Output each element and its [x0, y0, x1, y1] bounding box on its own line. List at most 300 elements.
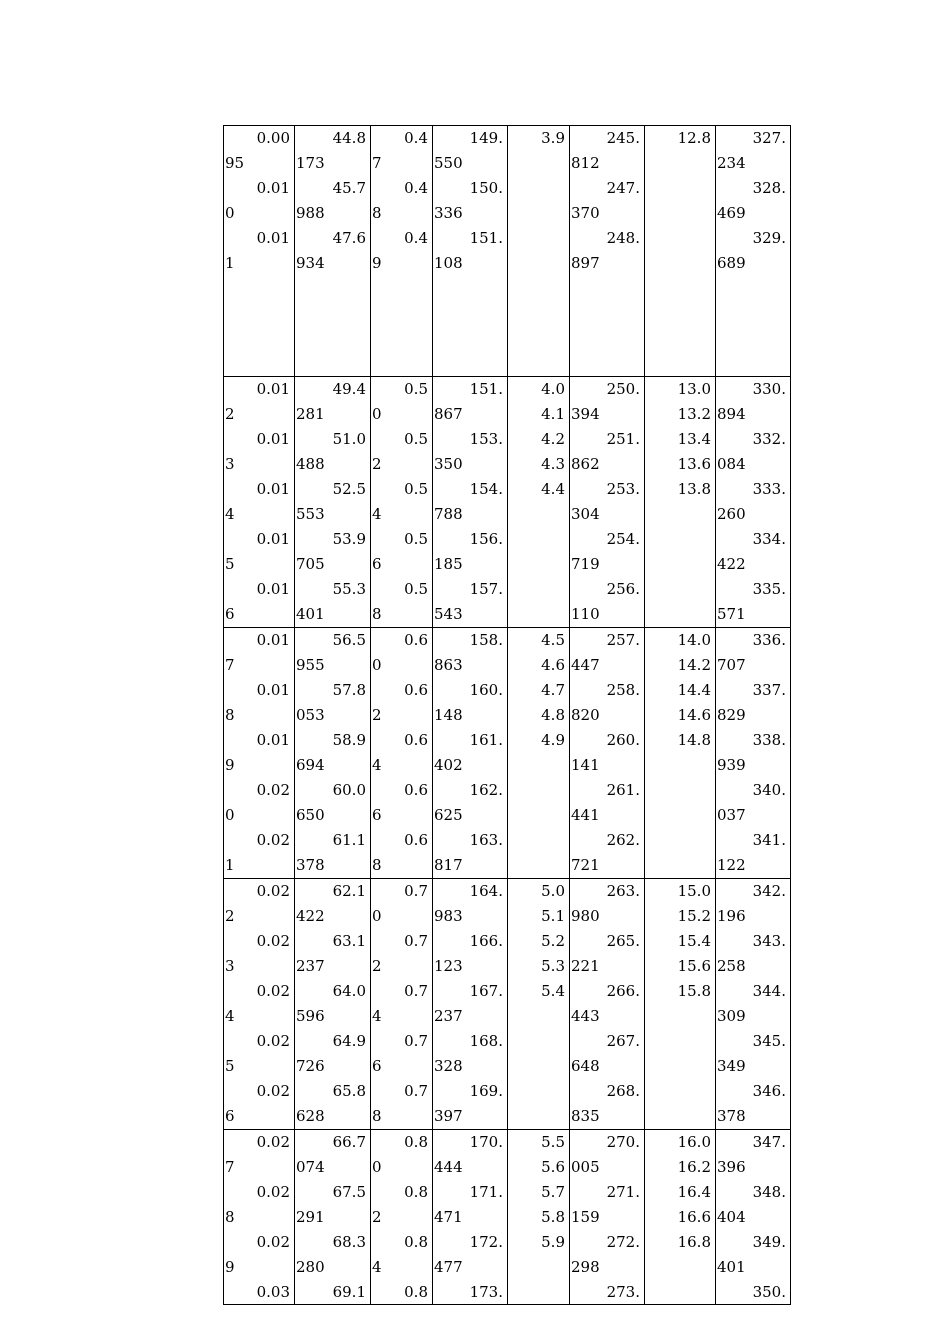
cell-value: 67.5	[332, 1183, 366, 1201]
cell-value: 5.5	[541, 1133, 565, 1151]
cell-value: 543	[434, 605, 463, 623]
cell-value: 719	[571, 555, 600, 573]
cell-value: 0	[372, 656, 382, 674]
cell-value: 64.9	[332, 1032, 366, 1050]
table-cell	[295, 879, 371, 1130]
table-cell	[224, 126, 295, 377]
cell-value: 0.01	[256, 631, 290, 649]
cell-value: 5	[225, 1057, 235, 1075]
cell-value: 335.	[752, 580, 786, 598]
cell-value: 053	[296, 706, 325, 724]
table-cell	[295, 126, 371, 377]
cell-value: 037	[717, 806, 746, 824]
cell-value: 328	[434, 1057, 463, 1075]
cell-value: 166.	[469, 932, 503, 950]
cell-value: 812	[571, 154, 600, 172]
cell-value: 9	[372, 254, 382, 272]
cell-value: 266.	[606, 982, 640, 1000]
cell-value: 707	[717, 656, 746, 674]
cell-value: 234	[717, 154, 746, 172]
cell-value: 5.7	[541, 1183, 565, 1201]
cell-value: 4.9	[541, 731, 565, 749]
cell-value: 5.2	[541, 932, 565, 950]
cell-value: 0.8	[404, 1183, 428, 1201]
cell-value: 345.	[752, 1032, 786, 1050]
cell-value: 330.	[752, 380, 786, 398]
cell-value: 7	[225, 1158, 235, 1176]
cell-value: 170.	[469, 1133, 503, 1151]
cell-value: 0.01	[256, 179, 290, 197]
cell-value: 122	[717, 856, 746, 874]
cell-value: 171.	[469, 1183, 503, 1201]
cell-value: 62.1	[332, 882, 366, 900]
cell-value: 939	[717, 756, 746, 774]
cell-value: 3	[225, 957, 235, 975]
cell-value: 14.6	[677, 706, 711, 724]
cell-value: 934	[296, 254, 325, 272]
cell-value: 402	[434, 756, 463, 774]
cell-value: 829	[717, 706, 746, 724]
data-table	[223, 125, 791, 1305]
cell-value: 628	[296, 1107, 325, 1125]
cell-value: 0.6	[404, 731, 428, 749]
cell-value: 983	[434, 907, 463, 925]
cell-value: 0.5	[404, 580, 428, 598]
table-cell	[433, 377, 508, 628]
cell-value: 0.7	[404, 982, 428, 1000]
cell-value: 151.	[469, 229, 503, 247]
cell-value: 343.	[752, 932, 786, 950]
cell-value: 14.8	[677, 731, 711, 749]
cell-value: 341.	[752, 831, 786, 849]
cell-value: 95	[225, 154, 245, 172]
cell-value: 265.	[606, 932, 640, 950]
cell-value: 5	[225, 555, 235, 573]
table-cell	[371, 879, 433, 1130]
table-cell	[716, 628, 791, 879]
cell-value: 4.7	[541, 681, 565, 699]
cell-value: 69.1	[332, 1283, 366, 1301]
cell-value: 1	[225, 254, 235, 272]
table-cell	[371, 377, 433, 628]
cell-value: 8	[372, 204, 382, 222]
cell-value: 469	[717, 204, 746, 222]
cell-value: 251.	[606, 430, 640, 448]
cell-value: 15.0	[677, 882, 711, 900]
cell-value: 196	[717, 907, 746, 925]
cell-value: 6	[372, 555, 382, 573]
table-cell	[570, 126, 645, 377]
cell-value: 3.9	[541, 129, 565, 147]
cell-value: 253.	[606, 480, 640, 498]
table-cell	[371, 628, 433, 879]
table-cell	[224, 1130, 295, 1305]
cell-value: 0.8	[404, 1283, 428, 1301]
cell-value: 820	[571, 706, 600, 724]
table-cell	[645, 1130, 716, 1305]
cell-value: 404	[717, 1208, 746, 1226]
table-cell	[224, 377, 295, 628]
table-cell	[570, 879, 645, 1130]
cell-value: 084	[717, 455, 746, 473]
cell-value: 298	[571, 1258, 600, 1276]
table-cell	[508, 1130, 570, 1305]
cell-value: 9	[225, 756, 235, 774]
cell-value: 0.00	[256, 129, 290, 147]
cell-value: 185	[434, 555, 463, 573]
cell-value: 401	[717, 1258, 746, 1276]
cell-value: 378	[296, 856, 325, 874]
cell-value: 13.6	[677, 455, 711, 473]
cell-value: 340.	[752, 781, 786, 799]
cell-value: 0.5	[404, 480, 428, 498]
cell-value: 154.	[469, 480, 503, 498]
cell-value: 342.	[752, 882, 786, 900]
cell-value: 336	[434, 204, 463, 222]
cell-value: 5.1	[541, 907, 565, 925]
cell-value: 0.02	[256, 831, 290, 849]
cell-value: 337.	[752, 681, 786, 699]
cell-value: 397	[434, 1107, 463, 1125]
cell-value: 705	[296, 555, 325, 573]
cell-value: 0.02	[256, 932, 290, 950]
cell-value: 169.	[469, 1082, 503, 1100]
cell-value: 13.8	[677, 480, 711, 498]
cell-value: 163.	[469, 831, 503, 849]
cell-value: 346.	[752, 1082, 786, 1100]
cell-value: 9	[225, 1258, 235, 1276]
cell-value: 0.7	[404, 1082, 428, 1100]
cell-value: 334.	[752, 530, 786, 548]
cell-value: 123	[434, 957, 463, 975]
table-row-group	[224, 126, 791, 377]
cell-value: 6	[372, 806, 382, 824]
cell-value: 835	[571, 1107, 600, 1125]
cell-value: 281	[296, 405, 325, 423]
table-cell	[508, 126, 570, 377]
cell-value: 336.	[752, 631, 786, 649]
cell-value: 162.	[469, 781, 503, 799]
cell-value: 553	[296, 505, 325, 523]
cell-value: 262.	[606, 831, 640, 849]
table-cell	[433, 628, 508, 879]
table-row-group	[224, 879, 791, 1130]
cell-value: 0.02	[256, 1133, 290, 1151]
cell-value: 488	[296, 455, 325, 473]
cell-value: 0.01	[256, 731, 290, 749]
cell-value: 108	[434, 254, 463, 272]
cell-value: 245.	[606, 129, 640, 147]
cell-value: 7	[225, 656, 235, 674]
cell-value: 788	[434, 505, 463, 523]
cell-value: 270.	[606, 1133, 640, 1151]
cell-value: 2	[372, 706, 382, 724]
cell-value: 443	[571, 1007, 600, 1025]
cell-value: 263.	[606, 882, 640, 900]
cell-value: 237	[296, 957, 325, 975]
cell-value: 4.2	[541, 430, 565, 448]
cell-value: 309	[717, 1007, 746, 1025]
cell-value: 257.	[606, 631, 640, 649]
cell-value: 350.	[752, 1283, 786, 1301]
cell-value: 2	[372, 957, 382, 975]
cell-value: 65.8	[332, 1082, 366, 1100]
cell-value: 370	[571, 204, 600, 222]
cell-value: 2	[225, 405, 235, 423]
cell-value: 005	[571, 1158, 600, 1176]
cell-value: 167.	[469, 982, 503, 1000]
cell-value: 272.	[606, 1233, 640, 1251]
cell-value: 267.	[606, 1032, 640, 1050]
cell-value: 4.5	[541, 631, 565, 649]
table-cell	[645, 126, 716, 377]
cell-value: 471	[434, 1208, 463, 1226]
cell-value: 271.	[606, 1183, 640, 1201]
cell-value: 422	[296, 907, 325, 925]
cell-value: 7	[372, 154, 382, 172]
cell-value: 0.8	[404, 1233, 428, 1251]
cell-value: 817	[434, 856, 463, 874]
table-cell	[645, 377, 716, 628]
table-cell	[295, 1130, 371, 1305]
table-cell	[295, 628, 371, 879]
cell-value: 256.	[606, 580, 640, 598]
cell-value: 153.	[469, 430, 503, 448]
cell-value: 172.	[469, 1233, 503, 1251]
cell-value: 4.0	[541, 380, 565, 398]
cell-value: 173.	[469, 1283, 503, 1301]
cell-value: 5.9	[541, 1233, 565, 1251]
cell-value: 329.	[752, 229, 786, 247]
table-cell	[570, 377, 645, 628]
cell-value: 15.6	[677, 957, 711, 975]
table-cell	[433, 126, 508, 377]
table-cell	[508, 879, 570, 1130]
cell-value: 250.	[606, 380, 640, 398]
cell-value: 0	[372, 405, 382, 423]
cell-value: 350	[434, 455, 463, 473]
cell-value: 291	[296, 1208, 325, 1226]
table-cell	[433, 879, 508, 1130]
cell-value: 68.3	[332, 1233, 366, 1251]
cell-value: 648	[571, 1057, 600, 1075]
table-cell	[371, 126, 433, 377]
cell-value: 0.02	[256, 1032, 290, 1050]
cell-value: 268.	[606, 1082, 640, 1100]
cell-value: 863	[434, 656, 463, 674]
table-cell	[570, 628, 645, 879]
cell-value: 15.2	[677, 907, 711, 925]
cell-value: 49.4	[332, 380, 366, 398]
cell-value: 0.01	[256, 380, 290, 398]
cell-value: 867	[434, 405, 463, 423]
cell-value: 64.0	[332, 982, 366, 1000]
cell-value: 8	[225, 1208, 235, 1226]
cell-value: 8	[372, 1107, 382, 1125]
table-cell	[508, 377, 570, 628]
cell-value: 45.7	[332, 179, 366, 197]
cell-value: 4	[372, 505, 382, 523]
table-row-group	[224, 628, 791, 879]
cell-value: 2	[372, 1208, 382, 1226]
cell-value: 221	[571, 957, 600, 975]
cell-value: 0.5	[404, 430, 428, 448]
cell-value: 5.8	[541, 1208, 565, 1226]
cell-value: 4	[225, 1007, 235, 1025]
cell-value: 6	[225, 605, 235, 623]
cell-value: 16.4	[677, 1183, 711, 1201]
table-cell	[716, 126, 791, 377]
cell-value: 988	[296, 204, 325, 222]
cell-value: 247.	[606, 179, 640, 197]
cell-value: 327.	[752, 129, 786, 147]
table-cell	[570, 1130, 645, 1305]
cell-value: 0.01	[256, 530, 290, 548]
cell-value: 16.2	[677, 1158, 711, 1176]
cell-value: 63.1	[332, 932, 366, 950]
cell-value: 16.6	[677, 1208, 711, 1226]
cell-value: 13.2	[677, 405, 711, 423]
cell-value: 0.01	[256, 480, 290, 498]
cell-value: 596	[296, 1007, 325, 1025]
cell-value: 158.	[469, 631, 503, 649]
cell-value: 955	[296, 656, 325, 674]
cell-value: 894	[717, 405, 746, 423]
cell-value: 332.	[752, 430, 786, 448]
cell-value: 6	[372, 1057, 382, 1075]
cell-value: 0.02	[256, 982, 290, 1000]
cell-value: 4	[372, 756, 382, 774]
table-cell	[716, 377, 791, 628]
table-cell	[224, 628, 295, 879]
cell-value: 0.02	[256, 1082, 290, 1100]
cell-value: 349.	[752, 1233, 786, 1251]
cell-value: 0.7	[404, 882, 428, 900]
cell-value: 14.2	[677, 656, 711, 674]
cell-value: 0.6	[404, 681, 428, 699]
cell-value: 4.3	[541, 455, 565, 473]
cell-value: 159	[571, 1208, 600, 1226]
cell-value: 5.6	[541, 1158, 565, 1176]
cell-value: 173	[296, 154, 325, 172]
cell-value: 0.01	[256, 681, 290, 699]
cell-value: 4.6	[541, 656, 565, 674]
cell-value: 0.4	[404, 179, 428, 197]
table-cell	[716, 879, 791, 1130]
cell-value: 260	[717, 505, 746, 523]
cell-value: 0.01	[256, 430, 290, 448]
cell-value: 8	[372, 856, 382, 874]
cell-value: 261.	[606, 781, 640, 799]
cell-value: 0.6	[404, 831, 428, 849]
table-cell	[433, 1130, 508, 1305]
cell-value: 980	[571, 907, 600, 925]
cell-value: 53.9	[332, 530, 366, 548]
cell-value: 273.	[606, 1283, 640, 1301]
table-cell	[716, 1130, 791, 1305]
cell-value: 0.02	[256, 882, 290, 900]
cell-value: 441	[571, 806, 600, 824]
cell-value: 16.0	[677, 1133, 711, 1151]
cell-value: 141	[571, 756, 600, 774]
cell-value: 60.0	[332, 781, 366, 799]
cell-value: 0.6	[404, 781, 428, 799]
cell-value: 2	[225, 907, 235, 925]
cell-value: 164.	[469, 882, 503, 900]
cell-value: 0	[225, 806, 235, 824]
cell-value: 160.	[469, 681, 503, 699]
cell-value: 248.	[606, 229, 640, 247]
cell-value: 689	[717, 254, 746, 272]
cell-value: 333.	[752, 480, 786, 498]
cell-value: 378	[717, 1107, 746, 1125]
cell-value: 4	[372, 1258, 382, 1276]
cell-value: 16.8	[677, 1233, 711, 1251]
cell-value: 0.7	[404, 932, 428, 950]
cell-value: 625	[434, 806, 463, 824]
cell-value: 156.	[469, 530, 503, 548]
cell-value: 0.01	[256, 580, 290, 598]
cell-value: 52.5	[332, 480, 366, 498]
cell-value: 66.7	[332, 1133, 366, 1151]
cell-value: 444	[434, 1158, 463, 1176]
cell-value: 0.4	[404, 129, 428, 147]
cell-value: 897	[571, 254, 600, 272]
cell-value: 148	[434, 706, 463, 724]
cell-value: 0.03	[256, 1283, 290, 1301]
cell-value: 258	[717, 957, 746, 975]
cell-value: 5.4	[541, 982, 565, 1000]
cell-value: 237	[434, 1007, 463, 1025]
cell-value: 1	[225, 856, 235, 874]
cell-value: 56.5	[332, 631, 366, 649]
cell-value: 4	[372, 1007, 382, 1025]
cell-value: 280	[296, 1258, 325, 1276]
table-cell	[295, 377, 371, 628]
cell-value: 726	[296, 1057, 325, 1075]
cell-value: 57.8	[332, 681, 366, 699]
cell-value: 58.9	[332, 731, 366, 749]
cell-value: 13.4	[677, 430, 711, 448]
cell-value: 396	[717, 1158, 746, 1176]
cell-value: 15.8	[677, 982, 711, 1000]
cell-value: 15.4	[677, 932, 711, 950]
cell-value: 8	[225, 706, 235, 724]
cell-value: 862	[571, 455, 600, 473]
cell-value: 3	[225, 455, 235, 473]
cell-value: 304	[571, 505, 600, 523]
cell-value: 151.	[469, 380, 503, 398]
cell-value: 347.	[752, 1133, 786, 1151]
cell-value: 401	[296, 605, 325, 623]
cell-value: 344.	[752, 982, 786, 1000]
cell-value: 6	[225, 1107, 235, 1125]
cell-value: 13.0	[677, 380, 711, 398]
cell-value: 422	[717, 555, 746, 573]
cell-value: 168.	[469, 1032, 503, 1050]
cell-value: 447	[571, 656, 600, 674]
cell-value: 650	[296, 806, 325, 824]
cell-value: 260.	[606, 731, 640, 749]
table-cell	[508, 628, 570, 879]
cell-value: 338.	[752, 731, 786, 749]
cell-value: 477	[434, 1258, 463, 1276]
table-cell	[371, 1130, 433, 1305]
cell-value: 258.	[606, 681, 640, 699]
cell-value: 47.6	[332, 229, 366, 247]
cell-value: 4.4	[541, 480, 565, 498]
cell-value: 694	[296, 756, 325, 774]
